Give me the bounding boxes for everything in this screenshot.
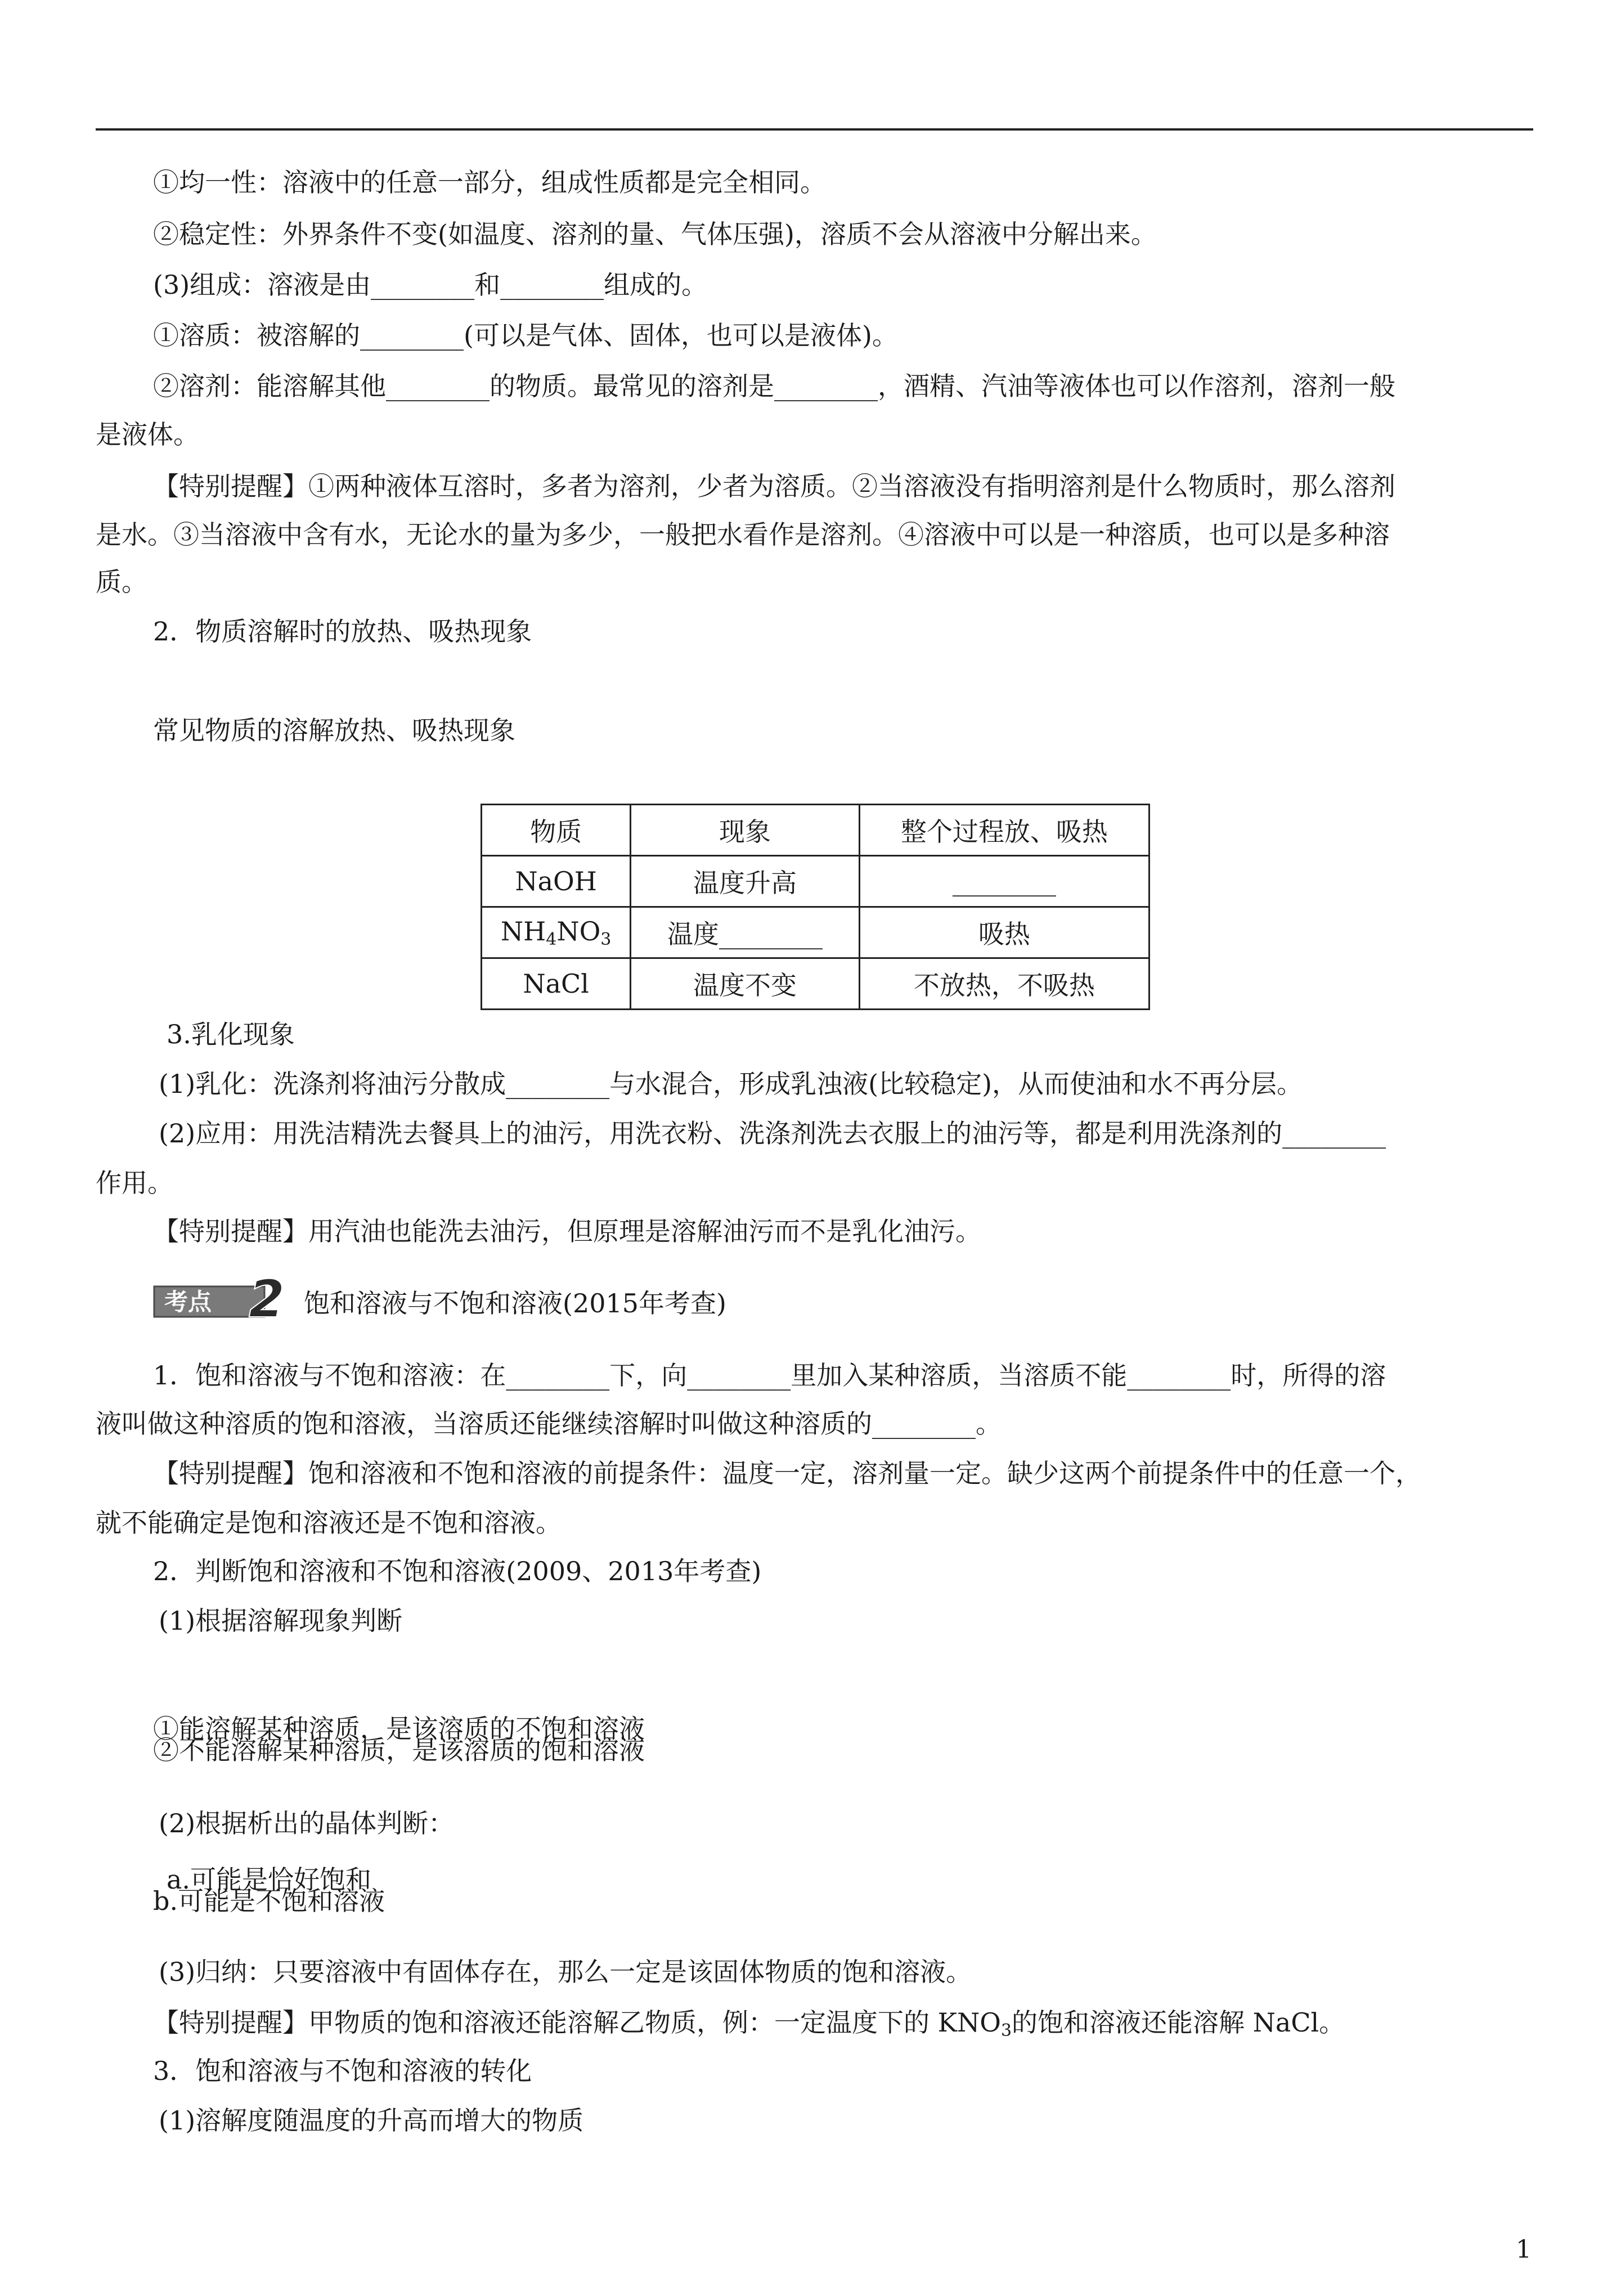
paragraph-line: b.可能是不饱和溶液	[153, 1886, 385, 1916]
paragraph-line: a.可能是恰好饱和	[167, 1864, 372, 1895]
section-heading: 2．判断饱和溶液和不饱和溶液(2009、2013年考查)	[153, 1556, 762, 1586]
paragraph-line: 是液体。	[96, 419, 199, 450]
table-header-cell: 现象	[631, 805, 859, 856]
table-cell: ________	[859, 856, 1149, 907]
table-cell-nh4no3	[482, 907, 631, 958]
paragraph-line: 就不能确定是饱和溶液还是不饱和溶液。	[96, 1508, 562, 1538]
paragraph-line: 质。	[96, 567, 147, 597]
table-cell: NaCl	[482, 958, 631, 1010]
paragraph-line: (1)根据溶解现象判断	[159, 1606, 403, 1636]
badge-number: 2	[249, 1273, 285, 1327]
paragraph-line: (1)乳化：洗涤剂将油污分散成________与水混合，形成乳浊液(比较稳定)，从而使油和水不再分层。	[159, 1069, 1303, 1099]
formula-part: NH	[500, 916, 546, 947]
dissolution-heat-table	[481, 804, 1150, 1010]
paragraph-line: (2)应用：用洗洁精洗去餐具上的油污，用洗衣粉、洗涤剂洗去衣服上的油污等，都是利用洗涤剂的________	[159, 1118, 1386, 1149]
table-header-cell: 整个过程放、吸热	[859, 805, 1149, 856]
header-rule	[96, 128, 1533, 131]
paragraph-line: ②稳定性：外界条件不变(如温度、溶剂的量、气体压强)，溶质不会从溶液中分解出来。	[153, 219, 1157, 249]
paragraph-line: (2)根据析出的晶体判断：	[159, 1808, 455, 1838]
paragraph-line: (3)组成：溶液是由________和________组成的。	[153, 270, 708, 300]
table-cell: 吸热	[859, 907, 1149, 958]
section-heading: 3．饱和溶液与不饱和溶液的转化	[153, 2056, 532, 2086]
table-cell: 温度________	[631, 907, 859, 958]
section-heading: 饱和溶液与不饱和溶液(2015年考查)	[304, 1288, 726, 1319]
badge-label: 考点	[164, 1288, 212, 1316]
paragraph-line	[153, 2006, 1345, 2048]
kaodian-badge	[153, 1273, 299, 1327]
formula-subscript: 3	[600, 929, 612, 949]
paragraph-line: 1．饱和溶液与不饱和溶液：在________下，向________里加入某种溶质，当溶质不能________时，所得的溶	[153, 1360, 1386, 1391]
paragraph-line: ①能溶解某种溶质，是该溶质的不饱和溶液	[153, 1714, 645, 1744]
formula-part: NO	[556, 916, 601, 947]
section-heading: 3.乳化现象	[167, 1019, 295, 1050]
table-row	[482, 856, 1149, 907]
paragraph-line: ②不能溶解某种溶质，是该溶质的饱和溶液	[153, 1735, 645, 1765]
text-segment: 【特别提醒】甲物质的饱和溶液还能溶解乙物质，例：一定温度下的 KNO	[153, 2007, 1001, 2038]
formula-subscript: 4	[546, 929, 557, 949]
paragraph-line: ①均一性：溶液中的任意一部分，组成性质都是完全相同。	[153, 167, 826, 198]
table-cell: 温度升高	[631, 856, 859, 907]
table-caption: 常见物质的溶解放热、吸热现象	[153, 715, 515, 746]
paragraph-line: 作用。	[96, 1168, 173, 1198]
table-row	[482, 958, 1149, 1010]
table-row	[482, 907, 1149, 958]
table-header-cell: 物质	[482, 805, 631, 856]
section-heading: 2．物质溶解时的放热、吸热现象	[153, 616, 532, 647]
table-cell: 温度不变	[631, 958, 859, 1010]
paragraph-line: (3)归纳：只要溶液中有固体存在，那么一定是该固体物质的饱和溶液。	[159, 1957, 972, 1987]
paragraph-line: 液叫做这种溶质的饱和溶液，当溶质还能继续溶解时叫做这种溶质的________。	[96, 1409, 1002, 1439]
text-segment: 的饱和溶液还能溶解 NaCl。	[1012, 2007, 1345, 2038]
paragraph-line: 【特别提醒】用汽油也能洗去油污，但原理是溶解油污而不是乳化油污。	[153, 1216, 981, 1246]
page-number: 1	[1516, 2235, 1532, 2264]
kaodian-badge-graphic	[153, 1273, 299, 1327]
table-cell: 不放热，不吸热	[859, 958, 1149, 1010]
paragraph-line: (1)溶解度随温度的升高而增大的物质	[159, 2105, 584, 2136]
table-header-row	[482, 805, 1149, 856]
formula-subscript: 3	[1000, 2021, 1012, 2041]
paragraph-line: 【特别提醒】饱和溶液和不饱和溶液的前提条件：温度一定，溶剂量一定。缺少这两个前提条件中的任意一个，	[153, 1458, 1421, 1488]
paragraph-line: ①溶质：被溶解的________(可以是气体、固体，也可以是液体)。	[153, 320, 898, 351]
paragraph-line: 是水。③当溶液中含有水，无论水的量为多少，一般把水看作是溶剂。④溶液中可以是一种溶质，也可以是多种溶	[96, 519, 1390, 550]
paragraph-line: ②溶剂：能溶解其他________的物质。最常见的溶剂是________，酒精、汽油等液体也可以作溶剂，溶剂一般	[153, 371, 1395, 401]
paragraph-line: 【特别提醒】①两种液体互溶时，多者为溶剂，少者为溶质。②当溶液没有指明溶剂是什么物质时，那么溶剂	[153, 471, 1395, 501]
table-cell: NaOH	[482, 856, 631, 907]
